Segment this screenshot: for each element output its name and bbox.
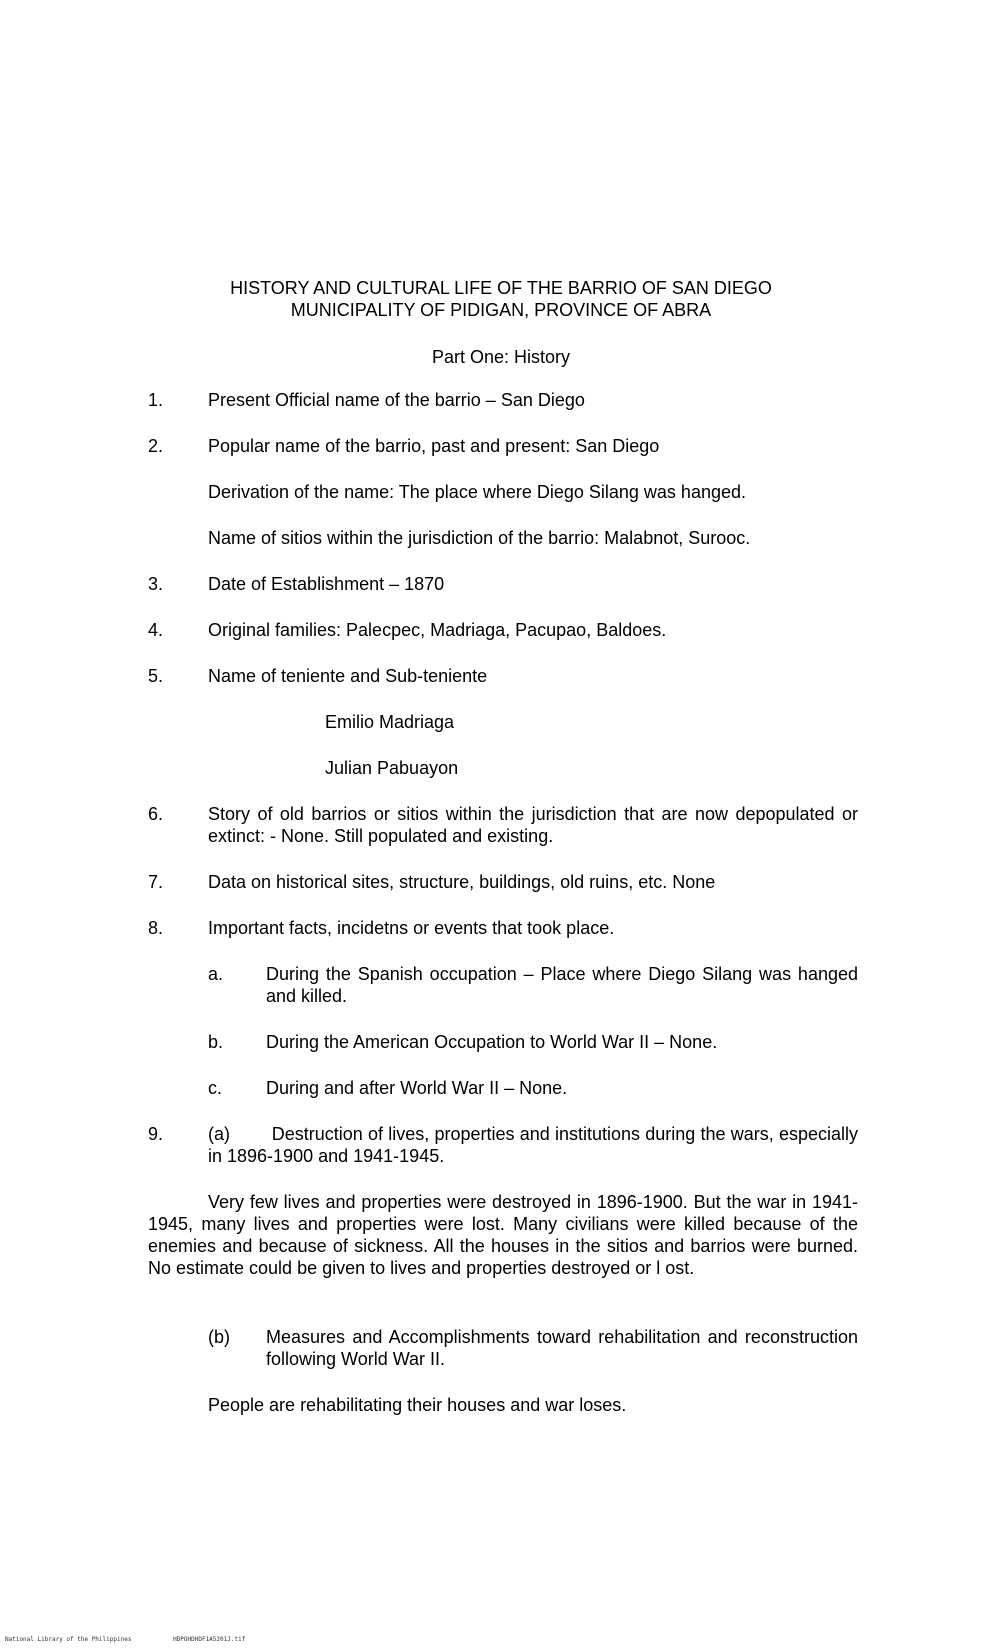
item-text: Data on historical sites, structure, buildings, old ruins, etc. None (208, 872, 716, 892)
document-title (0, 277, 1002, 321)
title-line-1: HISTORY AND CULTURAL LIFE OF THE BARRIO OF SAN DIEGO (230, 278, 772, 298)
scan-footer (5, 1636, 245, 1644)
war-paragraph: Very few lives and properties were destroyed in 1896-1900. But the war in 1941-1945, many lives and properties were lost. Many civilians were killed because of the enemies and because of sickness. All the houses in the sitios and barrios were burned. No estimate could be given to lives and properties destroyed or l ost. (148, 1192, 858, 1278)
item-number: 7. (148, 872, 164, 892)
sub-item-text: During the American Occupation to World War II – None. (266, 1032, 718, 1052)
item-label: (a) (208, 1124, 230, 1144)
sub-item-letter: a. (208, 964, 224, 984)
item-number: 9. (148, 1124, 164, 1144)
sub-item-text: During and after World War II – None. (266, 1078, 568, 1098)
item-number: 1. (148, 390, 164, 410)
item-text: Present Official name of the barrio – San Diego (208, 390, 585, 410)
item-number: 8. (148, 918, 164, 938)
teniente-name: Emilio Madriaga (325, 712, 455, 732)
library-name: National Library of the Philippines (5, 1636, 132, 1643)
sub-item-letter: b. (208, 1032, 224, 1052)
item-text-block (208, 1123, 858, 1167)
item-text: Original families: Palecpec, Madriaga, Pacupao, Baldoes. (208, 620, 667, 640)
sub-item-text: Measures and Accomplishments toward rehabilitation and reconstruction following World War II. (266, 1327, 858, 1369)
rehabilitation-answer: People are rehabilitating their houses and war loses. (208, 1395, 627, 1415)
sub-item-letter: (b) (208, 1327, 230, 1347)
item-text: Destruction of lives, properties and institutions during the wars, especially in 1896-1900 and 1941-1945. (208, 1124, 858, 1166)
item-text: Name of teniente and Sub-teniente (208, 666, 488, 686)
item-number: 2. (148, 436, 164, 456)
derivation-text: Derivation of the name: The place where Diego Silang was hanged. (208, 482, 746, 502)
file-id: HDPOHDHDF1A5201J.tif (173, 1636, 246, 1643)
item-text: Popular name of the barrio, past and present: San Diego (208, 436, 660, 456)
part-title: Part One: History (431, 347, 571, 367)
item-number: 5. (148, 666, 164, 686)
item-text: Story of old barrios or sitios within the jurisdiction that are now depopulated or extinct: - None. Still populated and existing. (208, 804, 858, 846)
item-text: Date of Establishment – 1870 (208, 574, 445, 594)
sub-item-letter: c. (208, 1078, 223, 1098)
item-number: 6. (148, 804, 164, 824)
sitios-text: Name of sitios within the jurisdiction of the barrio: Malabnot, Surooc. (208, 528, 751, 548)
item-number: 4. (148, 620, 164, 640)
sub-teniente-name: Julian Pabuayon (325, 758, 459, 778)
title-line-2: MUNICIPALITY OF PIDIGAN, PROVINCE OF ABRA (290, 300, 712, 320)
item-text: Important facts, incidetns or events that took place. (208, 918, 615, 938)
item-number: 3. (148, 574, 164, 594)
sub-item-text: During the Spanish occupation – Place where Diego Silang was hanged and killed. (266, 964, 858, 1006)
